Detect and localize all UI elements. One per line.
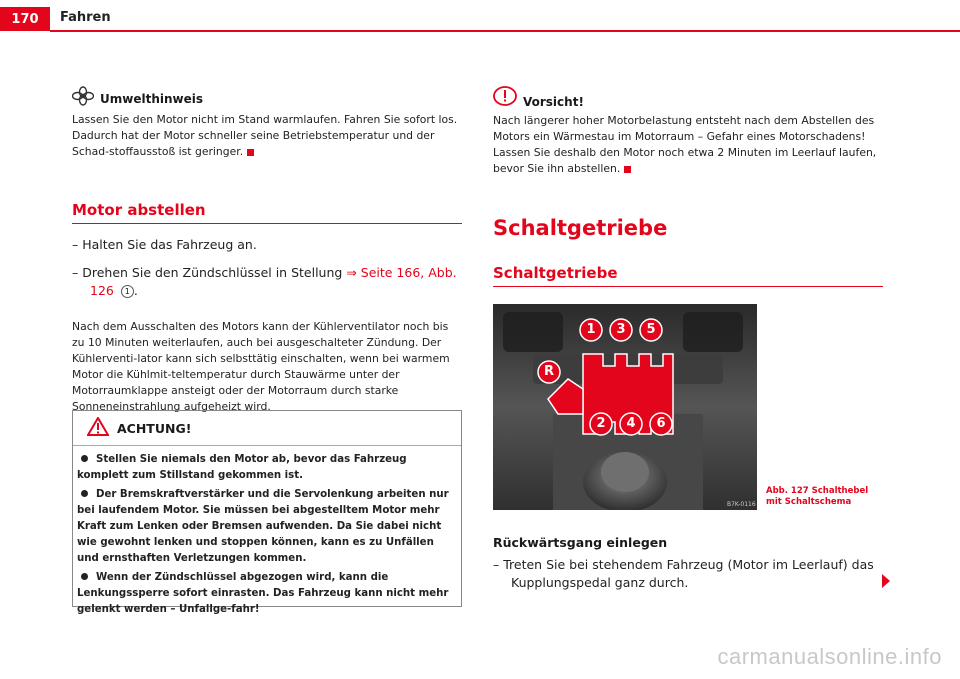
step-item: – Drehen Sie den Zündschlüssel in Stellung ⇒ Seite 166, Abb. 126 1 . <box>72 265 457 298</box>
environment-hint-text: Lassen Sie den Motor nicht im Stand warmlaufen. Fahren Sie sofort los. Dadurch hat der Motor schneller seine Betriebstemperatur und der Schad-stoffausstoß ist geringer. <box>72 113 458 158</box>
warning-bullet: Wenn der Zündschlüssel abgezogen wird, kann die Lenkungssperre sofort einrasten. Das Fahrzeug kann nicht mehr gelenkt werden – Unfallge-fahr! <box>77 572 449 615</box>
caution-text: Nach längerer hoher Motorbelastung entsteht nach dem Abstellen des Motors ein Wärmestau im Motorraum – Gefahr eines Motorschadens! Lassen Sie deshalb den Motor noch etwa 2 Minuten im Leerlauf laufen, bevor Sie ihn abstellen. <box>493 114 877 175</box>
section-heading-motor-abstellen: Motor abstellen <box>72 201 462 224</box>
header-rule <box>50 30 960 32</box>
warning-box <box>72 410 462 615</box>
page-header-title: Fahren <box>60 10 111 25</box>
warning-bullet: Der Bremskraftverstärker und die Servolenkung arbeiten nur bei laufendem Motor. Sie müssen bei abgestelltem Motor mehr Kraft zum Lenken oder Bremsen aufwenden. Da Sie dabei nicht wie gewohnt lenken und stoppen können, kann es zu Unfällen und ernsthaften Verletzungen kommen. <box>77 489 449 564</box>
watermark: carmanualsonline.info <box>717 644 942 669</box>
page-number: 170 <box>0 7 50 31</box>
warning-triangle-icon <box>87 417 109 439</box>
reverse-gear-label: R <box>543 364 554 379</box>
gear-label: 2 <box>596 416 606 431</box>
step-item: – Halten Sie das Fahrzeug an. <box>72 237 257 252</box>
environment-hint-title: Umwelthinweis <box>100 92 204 106</box>
bullet-dot <box>81 490 88 497</box>
figure-callout-badge: 1 <box>121 285 134 298</box>
continue-arrow-icon <box>882 574 890 588</box>
caution-exclamation-icon <box>493 86 517 109</box>
warning-content <box>73 446 461 627</box>
end-marker <box>624 166 631 173</box>
environment-hint-heading <box>72 86 462 106</box>
gear-label: 4 <box>626 416 636 431</box>
gear-label: 5 <box>646 322 656 337</box>
gear-label: 3 <box>616 322 626 337</box>
caution-note <box>493 86 883 177</box>
bullet-dot <box>81 573 88 580</box>
warning-title: ACHTUNG! <box>117 420 192 436</box>
warning-header <box>73 411 461 446</box>
caution-heading <box>493 86 883 109</box>
page-reference-link[interactable]: ⇒ Seite 166, Abb. 126 <box>90 265 457 298</box>
cooling-fan-paragraph: Nach dem Ausschalten des Motors kann der Kühlerventilator noch bis zu 10 Minuten weiterlaufen, auch bei ausgeschalteter Zündung. Der Kühlerventi-lator kann sich selbsttätig einschalten, wenn bei warmem Motor die Kühlmit-teltemperatur durch Stauwärme unter der Motorraumklappe ansteigt oder der Motorraum durch starke Sonneneinstrahlung aufgeheizt wird. <box>72 320 450 413</box>
gear-shift-figure <box>493 304 757 510</box>
environment-hint <box>72 86 462 160</box>
section-heading-schaltgetriebe: Schaltgetriebe <box>493 264 883 287</box>
bullet-dot <box>81 455 88 462</box>
steps-list <box>72 236 462 300</box>
chapter-title: Schaltgetriebe <box>493 216 668 240</box>
warning-bullet: Stellen Sie niemals den Motor ab, bevor das Fahrzeug komplett zum Stillstand gekommen ist. <box>77 454 407 481</box>
figure-code: B7K-0116 <box>727 501 756 508</box>
end-marker <box>247 149 254 156</box>
step-item: – Treten Sie bei stehendem Fahrzeug (Motor im Leerlauf) das Kupplungspedal ganz durch. <box>493 557 874 590</box>
figure-caption: Abb. 127 Schalthebel mit Schaltschema <box>766 486 869 507</box>
gear-label: 6 <box>656 416 666 431</box>
gear-labels <box>493 304 757 510</box>
flower-icon <box>72 86 94 106</box>
caution-title: Vorsicht! <box>523 95 584 109</box>
subheading-reverse-gear: Rückwärtsgang einlegen <box>493 535 668 550</box>
gear-label: 1 <box>586 322 596 337</box>
